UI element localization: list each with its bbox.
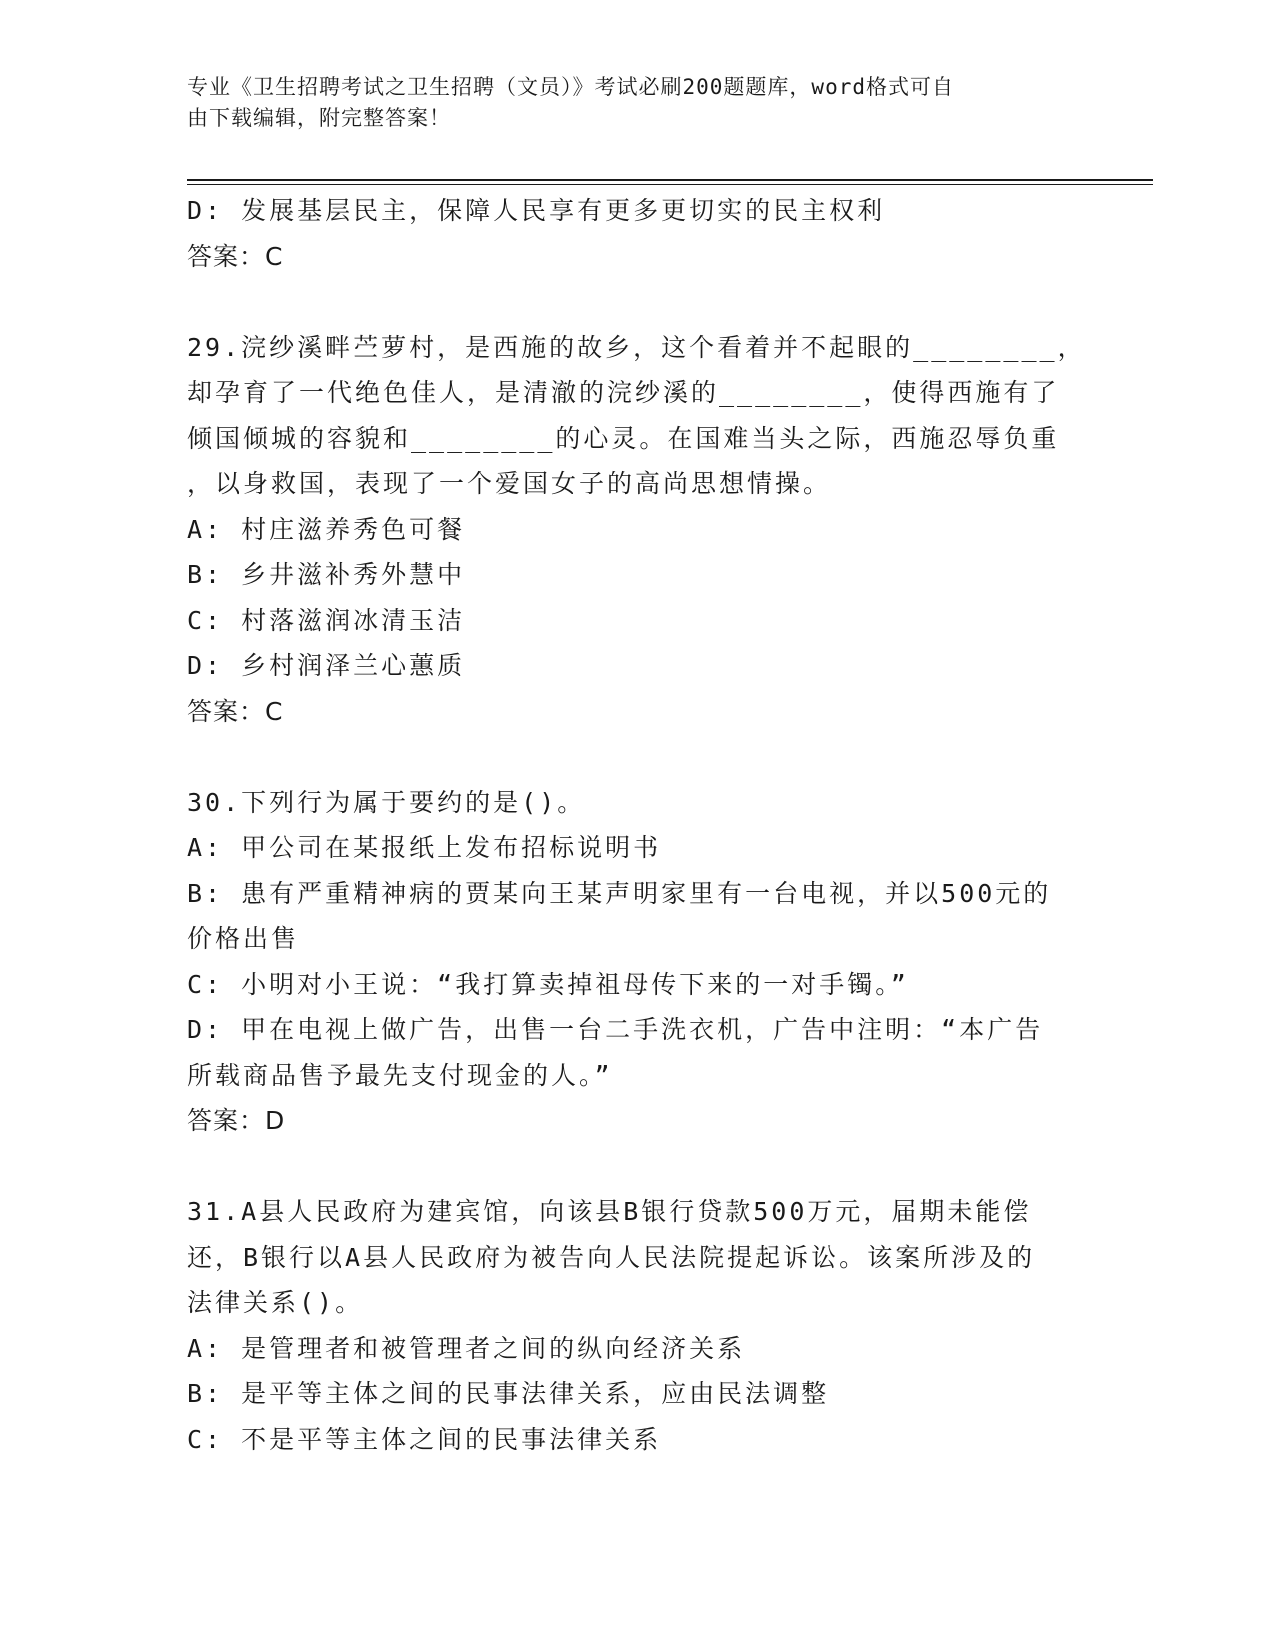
question-31 bbox=[187, 1189, 1087, 1462]
question-stem-line: 31.A县人民政府为建宾馆，向该县B银行贷款500万元，届期未能偿 bbox=[187, 1197, 1032, 1226]
answer-line: 答案：C bbox=[187, 241, 284, 271]
answer-line: 答案：D bbox=[187, 1106, 286, 1135]
option-d: D: 发展基层民主，保障人民享有更多更切实的民主权利 bbox=[187, 196, 886, 225]
header-rule-thick bbox=[187, 179, 1153, 181]
option-c: C: 小明对小王说：“我打算卖掉祖母传下来的一对手镯。” bbox=[187, 969, 909, 999]
question-stem-line: 30.下列行为属于要约的是()。 bbox=[187, 787, 586, 817]
option-c: C: 村落滋润冰清玉洁 bbox=[187, 605, 466, 635]
option-d: D: 乡村润泽兰心蕙质 bbox=[187, 651, 466, 680]
option-a: A: 村庄滋养秀色可餐 bbox=[187, 514, 466, 544]
spacer bbox=[187, 1144, 1087, 1190]
spacer bbox=[187, 734, 1087, 780]
question-stem-line: 还，B银行以A县人民政府为被告向人民法院提起诉讼。该案所涉及的 bbox=[187, 1242, 1036, 1272]
question-stem-line: 却孕育了一代绝色佳人，是清澈的浣纱溪的________，使得西施有了 bbox=[187, 378, 1060, 407]
header-rule-thin bbox=[187, 184, 1153, 185]
option-b: B: 是平等主体之间的民事法律关系，应由民法调整 bbox=[187, 1379, 830, 1408]
document-header bbox=[187, 72, 1067, 134]
question-30 bbox=[187, 780, 1087, 1144]
question-stem-line: ，以身救国，表现了一个爱国女子的高尚思想情操。 bbox=[187, 469, 832, 498]
document-body bbox=[187, 188, 1087, 1462]
option-a: A: 甲公司在某报纸上发布招标说明书 bbox=[187, 833, 662, 862]
question-29 bbox=[187, 325, 1087, 735]
answer-line: 答案：C bbox=[187, 696, 284, 726]
spacer bbox=[187, 279, 1087, 325]
question-stem-line: 法律关系()。 bbox=[187, 1288, 364, 1317]
header-line: 由下载编辑，附完整答案！ bbox=[187, 106, 451, 130]
option-a: A: 是管理者和被管理者之间的纵向经济关系 bbox=[187, 1333, 746, 1363]
option-b-continued: 价格出售 bbox=[187, 924, 300, 953]
question-stem-line: 29.浣纱溪畔苎萝村，是西施的故乡，这个看着并不起眼的________， bbox=[187, 332, 1086, 362]
option-c: C: 不是平等主体之间的民事法律关系 bbox=[187, 1424, 662, 1454]
option-d: D: 甲在电视上做广告，出售一台二手洗衣机，广告中注明：“本广告 bbox=[187, 1015, 1044, 1044]
question-stem-line: 倾国倾城的容貌和________的心灵。在国难当头之际，西施忍辱负重 bbox=[187, 423, 1060, 453]
option-b: B: 患有严重精神病的贾某向王某声明家里有一台电视，并以500元的 bbox=[187, 878, 1052, 908]
option-d-continued: 所载商品售予最先支付现金的人。” bbox=[187, 1060, 613, 1090]
option-b: B: 乡井滋补秀外慧中 bbox=[187, 560, 466, 589]
header-line: 专业《卫生招聘考试之卫生招聘（文员）》考试必刷200题题库，word格式可自 bbox=[187, 75, 954, 99]
